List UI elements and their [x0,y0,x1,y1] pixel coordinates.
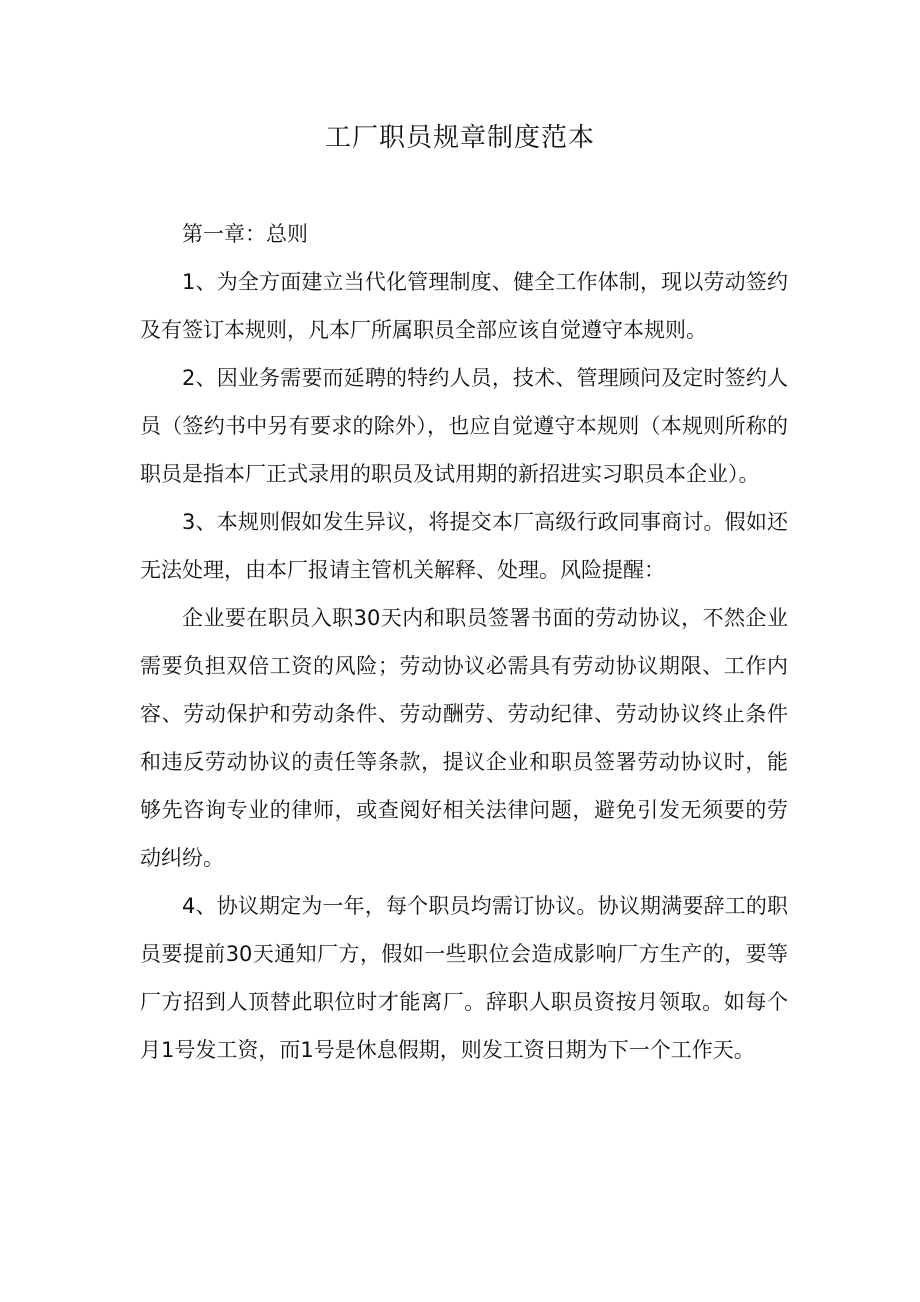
paragraph-rule-3: 3、本规则假如发生异议，将提交本厂高级行政同事商讨。假如还无法处理，由本厂报请主管机关解释、处理。风险提醒： [140,510,788,582]
paragraph-rule-2: 2、因业务需要而延聘的特约人员，技术、管理顾问及定时签约人员（签约书中另有要求的除外），也应自觉遵守本规则（本规则所称的职员是指本厂正式录用的职员及试用期的新招进实习职员本企业）。 [140,366,788,486]
paragraph-rule-4: 4、协议期定为一年，每个职员均需订协议。协议期满要辞工的职员要提前30天通知厂方，假如一些职位会造成影响厂方生产的，要等厂方招到人顶替此职位时才能离厂。辞职人职员资按月领取。如每个月1号发工资，而1号是休息假期，则发工资日期为下一个工作天。 [140,894,788,1062]
paragraph-rule-1: 1、为全方面建立当代化管理制度、健全工作体制，现以劳动签约及有签订本规则，凡本厂所属职员全部应该自觉遵守本规则。 [140,270,788,342]
chapter-heading: 第一章：总则 [182,222,308,246]
document-body [140,210,788,1074]
document-title: 工厂职员规章制度范本 [324,123,595,153]
paragraph-risk-reminder: 企业要在职员入职30天内和职员签署书面的劳动协议，不然企业需要负担双倍工资的风险；劳动协议必需具有劳动协议期限、工作内容、劳动保护和劳动条件、劳动酬劳、劳动纪律、劳动协议终止条件和违反劳动协议的责任等条款，提议企业和职员签署劳动协议时，能够先咨询专业的律师，或查阅好相关法律问题，避免引发无须要的劳动纠纷。 [140,606,788,870]
